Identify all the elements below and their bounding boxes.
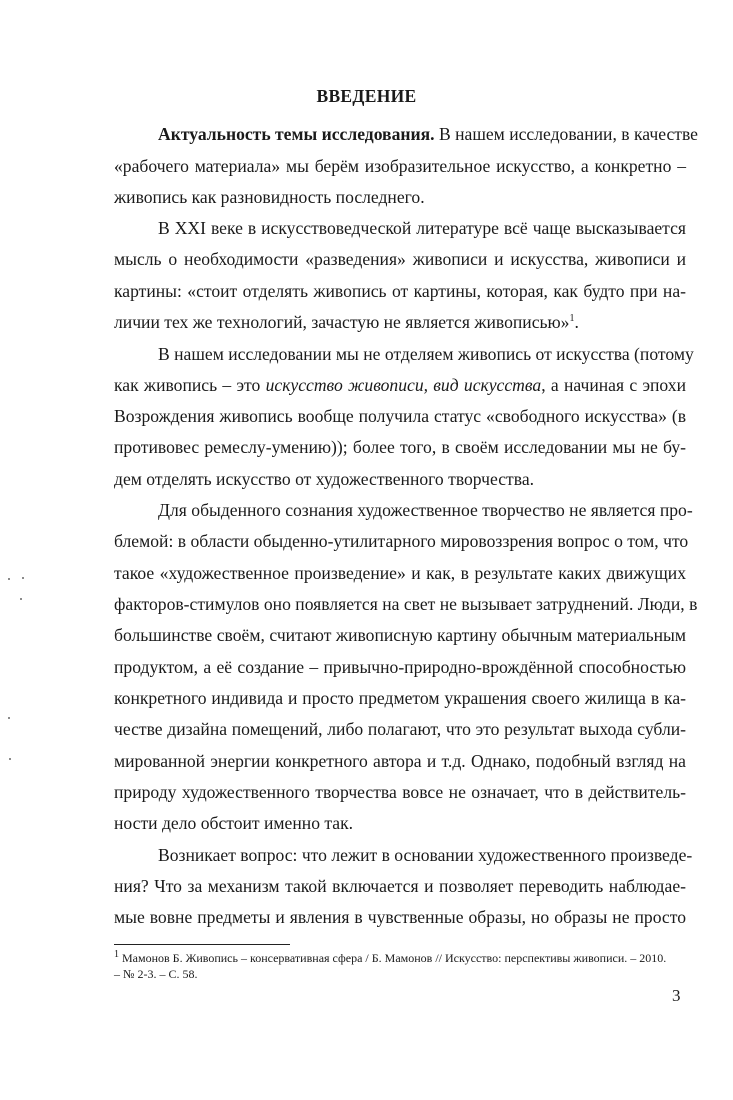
- paragraph-5-line-2: ния? Что за механизм такой включается и позволяет переводить наблюдае-: [114, 876, 686, 896]
- paragraph-5-line-1: Возникает вопрос: что лежит в основании художественного произведе-: [158, 845, 693, 865]
- scan-speck: [8, 717, 10, 719]
- paragraph-3-line-2-b: , а начиная с эпохи: [541, 375, 686, 395]
- paragraph-4-line-1: Для обыденного сознания художественное творчество не является про-: [158, 500, 693, 520]
- footnote-line-2: – № 2-3. – С. 58.: [114, 967, 198, 981]
- paragraph-3-line-3: Возрождения живопись вообще получила статус «свободного искусства» (в: [114, 406, 686, 426]
- paragraph-3-line-2-italic: искусство живописи, вид искусства: [265, 375, 542, 395]
- paragraph-3-line-2-a: как живопись – это: [114, 375, 266, 395]
- scan-speck: [9, 758, 11, 760]
- footnote-separator: [114, 944, 290, 945]
- paragraph-2-line-4-text: личии тех же технологий, зачастую не является живописью»: [114, 312, 570, 332]
- paragraph-3-line-5: дем отделять искусство от художественного творчества.: [114, 469, 535, 489]
- paragraph-4-line-3: такое «художественное произведение» и как, в результате каких движущих: [114, 563, 686, 583]
- page-number: 3: [672, 986, 681, 1005]
- paragraph-3-line-1: В нашем исследовании мы не отделяем живопись от искусства (потому: [158, 344, 694, 364]
- paragraph-2-line-1: В XXI веке в искусствоведческой литературе всё чаще высказывается: [158, 218, 686, 238]
- paragraph-3-line-4: противовес ремеслу-умению)); более того, в своём исследовании мы не бу-: [114, 437, 686, 457]
- scan-speck: [8, 578, 10, 580]
- scan-speck: [20, 598, 22, 600]
- topic-relevance-label: Актуальность темы исследования.: [158, 124, 435, 144]
- section-heading: ВВЕДЕНИЕ: [316, 86, 417, 106]
- footnote-ref-1: 1: [569, 313, 575, 325]
- paragraph-1-line-3: живопись как разновидность последнего.: [114, 187, 425, 207]
- paragraph-1-line-2: «рабочего материала» мы берём изобразительное искусство, а конкретно –: [114, 156, 686, 176]
- paragraph-5-line-3: мые вовне предметы и явления в чувственные образы, но образы не просто: [114, 907, 686, 927]
- paragraph-4-line-10: природу художественного творчества вовсе не означает, что в действитель-: [114, 782, 686, 802]
- paragraph-3-line-2: [114, 374, 686, 396]
- paragraph-2-line-4-end: .: [574, 312, 579, 332]
- paragraph-4-line-8: честве дизайна помещений, либо полагают, что это результат выхода субли-: [114, 719, 686, 739]
- footnote-text: Мамонов Б. Живопись – консервативная сфера / Б. Мамонов // Искусство: перспективы живописи. – 2010.: [119, 951, 667, 965]
- paragraph-1-line-1-text: В нашем исследовании, в качестве: [434, 124, 698, 144]
- paragraph-4-line-4: факторов-стимулов оно появляется на свет не вызывает затруднений. Люди, в: [114, 594, 698, 614]
- paragraph-4-line-11: ности дело обстоит именно так.: [114, 813, 354, 833]
- paragraph-1-line-1: [158, 123, 698, 145]
- paragraph-4-line-7: конкретного индивида и просто предметом украшения своего жилища в ка-: [114, 688, 686, 708]
- paragraph-4-line-9: мированной энергии конкретного автора и т.д. Однако, подобный взгляд на: [114, 751, 686, 771]
- paragraph-4-line-5: большинстве своём, считают живописную картину обычным материальным: [114, 625, 686, 645]
- scan-speck: [22, 577, 24, 579]
- paragraph-2-line-2: мысль о необходимости «разведения» живописи и искусства, живописи и: [114, 249, 686, 269]
- footnote-line-1: [114, 950, 666, 966]
- paragraph-2-line-4: [114, 311, 686, 333]
- paragraph-4-line-2: блемой: в области обыденно-утилитарного мировоззрения вопрос о том, что: [114, 531, 689, 551]
- paragraph-4-line-6: продуктом, а её создание – привычно-природно-врождённой способностью: [114, 657, 686, 677]
- footnote-marker: 1: [114, 949, 119, 960]
- paragraph-2-line-3: картины: «стоит отделять живопись от картины, которая, как будто при на-: [114, 281, 686, 301]
